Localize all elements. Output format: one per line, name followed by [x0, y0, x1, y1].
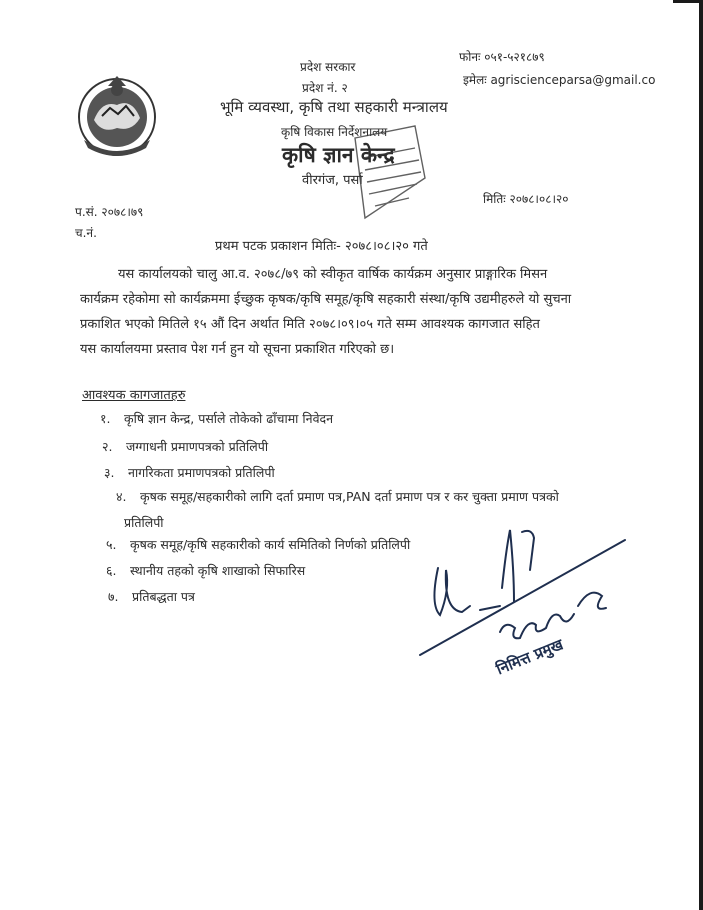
office-stamp-icon — [335, 118, 430, 223]
notice-paragraph — [80, 262, 640, 362]
list-item-number: ३. — [104, 465, 115, 480]
paragraph-line: कार्यक्रम रहेकोमा सो कार्यक्रममा ईच्छुक कृषक/कृषि समूह/कृषि सहकारी संस्था/कृषि उद्यमीहरुले यो सुचना — [80, 292, 572, 307]
header-province-govt: प्रदेश सरकार — [300, 60, 356, 74]
header-province-number: प्रदेश नं. २ — [302, 81, 348, 95]
scan-edge-top — [673, 0, 703, 3]
list-item-number: २. — [102, 439, 113, 454]
signature-title: निमित्त प्रमुख — [493, 635, 566, 679]
contact-phone: फोनः ०५१-५२१८७९ — [459, 50, 545, 64]
signature-icon — [410, 510, 630, 700]
list-item-text: नागरिकता प्रमाणपत्रको प्रतिलिपी — [128, 465, 275, 480]
list-item — [106, 562, 305, 579]
list-item-text: प्रतिबद्धता पत्र — [132, 589, 195, 604]
list-item — [100, 410, 333, 427]
list-item-continuation: प्रतिलिपी — [124, 515, 164, 530]
header-directorate: कृषि विकास निर्देशनालय — [281, 125, 388, 139]
list-item-number: ४. — [116, 489, 127, 504]
list-item — [106, 536, 410, 553]
list-item — [108, 588, 195, 605]
header-ministry: भूमि व्यवस्था, कृषि तथा सहकारी मन्त्रालय — [220, 98, 448, 116]
list-item — [104, 464, 275, 481]
header-location: वीरगंज, पर्सा — [302, 173, 363, 188]
ref-chalani-number: च.नं. — [75, 226, 97, 240]
paragraph-line: यस कार्यालयमा प्रस्ताव पेश गर्न हुन यो सूचना प्रकाशित गरिएको छ। — [80, 342, 395, 357]
scan-edge — [699, 0, 703, 910]
list-item — [102, 438, 268, 455]
list-item-text: कृषक समूह/सहकारीको लागि दर्ता प्रमाण पत्र,PAN दर्ता प्रमाण पत्र र कर चुक्ता प्रमाण पत्रको — [140, 489, 559, 504]
letter-date: मितिः २०७८।०८।२० — [483, 192, 569, 206]
contact-email: इमेलः agriscienceparsa@gmail.co — [463, 73, 656, 87]
list-item-number: १. — [100, 411, 111, 426]
list-item-number: ५. — [106, 537, 117, 552]
list-item — [116, 488, 559, 505]
list-item-text: स्थानीय तहको कृषि शाखाको सिफारिस — [130, 563, 306, 578]
ref-patra-sankhya: प.सं. २०७८।७९ — [75, 205, 144, 219]
list-item-number: ७. — [108, 589, 119, 604]
publish-date-title: प्रथम पटक प्रकाशन मितिः- २०७८।०८।२० गते — [215, 239, 428, 254]
list-item-number: ६. — [106, 563, 117, 578]
nepal-emblem-icon — [72, 70, 162, 160]
list-item-text: कृषि ज्ञान केन्द्र, पर्साले तोकेको ढाँचामा निवेदन — [124, 411, 334, 426]
header-office-name: कृषि ज्ञान केन्द्र — [282, 143, 395, 167]
paragraph-line: प्रकाशित भएको मितिले १५ औं दिन अर्थात मिति २०७८।०९।०५ गते सम्म आवश्यक कागजात सहित — [80, 317, 540, 332]
paragraph-line: यस कार्यालयको चालु आ.व. २०७८/७९ को स्वीकृत वार्षिक कार्यक्रम अनुसार प्राङ्गारिक मिसन — [118, 267, 548, 282]
list-item-text: कृषक समूह/कृषि सहकारीको कार्य समितिको निर्णको प्रतिलिपी — [130, 537, 411, 552]
list-item-text: जग्गाधनी प्रमाणपत्रको प्रतिलिपी — [126, 439, 269, 454]
required-docs-heading: आवश्यक कागजातहरु — [82, 388, 186, 403]
